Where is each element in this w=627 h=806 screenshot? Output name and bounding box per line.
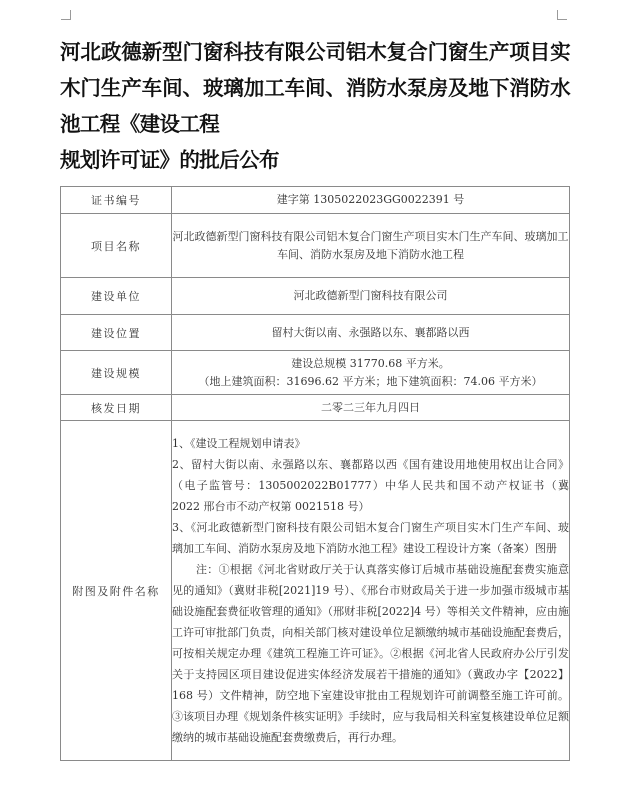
- issue-date-label: 核发日期: [61, 395, 172, 421]
- row-issue-date: [61, 395, 570, 421]
- row-builder: [61, 278, 570, 315]
- row-cert-no: [61, 187, 570, 214]
- title-line-2: 产车间、玻璃加工车间、消防水泵房及地下消防水池工程《建设工程: [60, 76, 570, 136]
- scale-label: 建设规模: [61, 351, 172, 395]
- project-name-label: 项目名称: [61, 214, 172, 278]
- permit-table: [60, 186, 570, 761]
- location-label: 建设位置: [61, 315, 172, 351]
- scale-total: 建设总规模 31770.68 平方米。: [291, 356, 450, 370]
- crop-mark-top-right: [557, 10, 567, 20]
- document-title: [60, 34, 570, 178]
- attachments-value: [172, 421, 570, 761]
- builder-value: 河北政德新型门窗科技有限公司: [172, 278, 570, 315]
- builder-label: 建设单位: [61, 278, 172, 315]
- scale-detail: （地上建筑面积：31696.62 平方米；地下建筑面积：74.06 平方米）: [198, 374, 543, 388]
- attachment-note: 注：①根据《河北省财政厅关于认真落实修订后城市基础设施配套费实施意见的通知》（冀财非税[2021]19 号）、《邢台市财政局关于进一步加强市级城市基础设施配套费征收管理的通知》（邢财非税[2022]4 号）等相关文件精神，应由施工许可审批部门负责，向相关部门核对建设单位足额缴纳城市基础设施配套费后，可按相关规定办理《建筑工程施工许可证》。②根据《河北省人民政府办公厅引发关于支持园区项目建设促进实体经济发展若干措施的通知》（冀政办字【2022】168 号）文件精神，防空地下室建设审批由工程规划许可前调整至施工许可前。③该项目办理《规划条件核实证明》手续时，应与我局相关科室复核建设单位足额缴纳的城市基础设施配套费缴费后，再行办理。: [172, 563, 569, 744]
- title-line-1: 河北政德新型门窗科技有限公司铝木复合门窗生产项目实木门生: [60, 40, 570, 100]
- location-value: 留村大街以南、永强路以东、襄都路以西: [172, 315, 570, 351]
- row-location: [61, 315, 570, 351]
- row-attachments: [61, 421, 570, 761]
- cert-no-value: 建字第 1305022023GG0022391 号: [172, 187, 570, 214]
- issue-date-value: 二零二三年九月四日: [172, 395, 570, 421]
- title-line-3: 规划许可证》的批后公布: [60, 148, 279, 172]
- row-project-name: [61, 214, 570, 278]
- row-scale: [61, 351, 570, 395]
- crop-mark-top-left: [61, 10, 71, 20]
- project-name-value: 河北政德新型门窗科技有限公司铝木复合门窗生产项目实木门生产车间、玻璃加工车间、消防水泵房及地下消防水池工程: [172, 214, 570, 278]
- cert-no-label: 证书编号: [61, 187, 172, 214]
- attachment-item: 2、留村大街以南、永强路以东、襄都路以西《国有建设用地使用权出让合同》（电子监管号：1305002022B01777）中华人民共和国不动产权证书（冀 2022 邢台市不动产权第 0021518 号）: [172, 458, 569, 513]
- attachments-label: 附图及附件名称: [61, 421, 172, 761]
- scale-value: [172, 351, 570, 395]
- attachment-item: 1、《建设工程规划申请表》: [172, 437, 306, 450]
- attachment-item: 3、《河北政德新型门窗科技有限公司铝木复合门窗生产项目实木门生产车间、玻璃加工车间、消防水泵房及地下消防水池工程》建设工程设计方案（备案）图册: [172, 521, 569, 555]
